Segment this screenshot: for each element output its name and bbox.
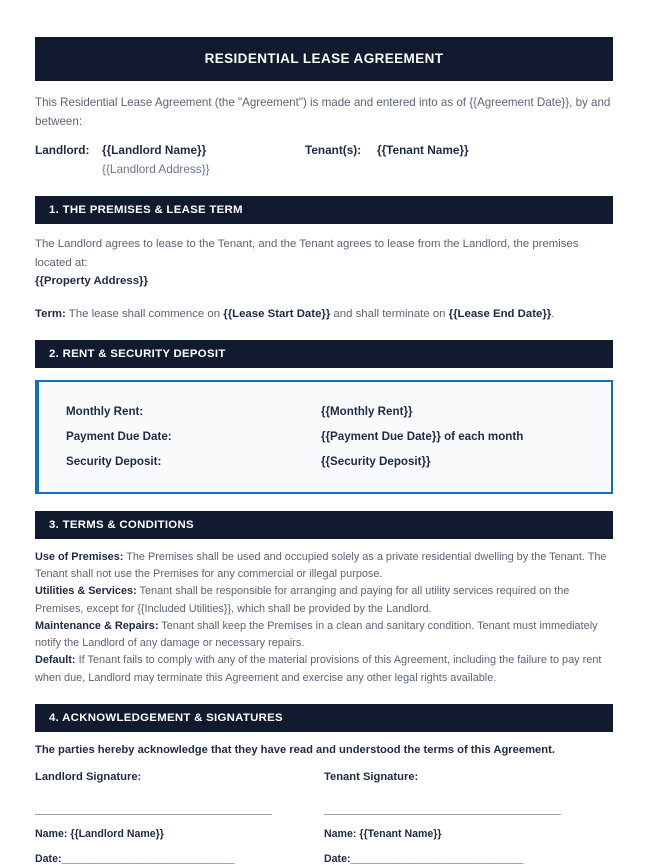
- clause-use-of-premises: [35, 549, 613, 583]
- section-body-premises: [35, 224, 613, 323]
- tenant-name: {{Tenant Name}}: [377, 142, 469, 157]
- tenant-signature-heading: Tenant Signature:: [324, 770, 419, 783]
- landlord-label: Landlord:: [35, 142, 90, 157]
- clause-text-default: If Tenant fails to comply with any of the material provisions of this Agreement, including the failure to pay rent when due, Landlord may terminate this Agreement and exercise any other legal rights available.: [35, 654, 602, 684]
- landlord-party: [35, 142, 305, 179]
- tenant-printed-name: Name: {{Tenant Name}}: [324, 827, 442, 840]
- tenant-values: [377, 142, 469, 160]
- rent-details-box: [35, 380, 613, 494]
- landlord-printed-name: Name: {{Landlord Name}}: [35, 827, 164, 840]
- clause-text-maintenance-repairs: Tenant shall keep the Premises in a clean and sanitary condition. Tenant must immediately notify the Landlord of any damage or necessary repairs.: [35, 619, 598, 650]
- section-header-premises: 1. THE PREMISES & LEASE TERM: [35, 196, 613, 224]
- lease-start-date: {{Lease Start Date}}: [223, 307, 331, 320]
- rent-row-due-date: [53, 424, 597, 449]
- clause-text-utilities-services: Tenant shall be responsible for arranging and paying for all utility services required on the Premises, except for {{Included Utilities}}, which shall be provided by the Landlord.: [35, 585, 570, 615]
- lease-end-date: {{Lease End Date}}: [448, 307, 552, 320]
- tenant-party: [305, 142, 469, 160]
- landlord-signature-heading: Landlord Signature:: [35, 770, 142, 783]
- rent-row-monthly: [53, 399, 597, 424]
- clause-label-use-of-premises: Use of Premises:: [35, 551, 124, 563]
- security-deposit-value: {{Security Deposit}}: [321, 455, 431, 468]
- clause-default: [35, 652, 613, 686]
- parties-block: [35, 142, 613, 179]
- landlord-signature-line[interactable]: [35, 814, 272, 815]
- landlord-values: [102, 142, 210, 179]
- clause-text-use-of-premises: The Premises shall be used and occupied solely as a private residential dwelling by the Tenant. The Tenant shall not use the Premises for any commercial or illegal purpose.: [35, 551, 607, 581]
- term-text-1: The lease shall commence on: [65, 307, 224, 320]
- tenant-date-label: Date:: [324, 852, 351, 865]
- section-header-terms: 3. TERMS & CONDITIONS: [35, 511, 613, 539]
- rent-row-deposit: [53, 449, 597, 474]
- document-title-bar: RESIDENTIAL LEASE AGREEMENT: [35, 37, 613, 81]
- monthly-rent-label: Monthly Rent:: [66, 405, 144, 418]
- section-body-terms: [35, 539, 613, 687]
- clause-utilities-services: [35, 583, 613, 617]
- tenant-date-field[interactable]: [324, 853, 613, 865]
- landlord-date-label: Date:: [35, 852, 62, 865]
- clause-maintenance-repairs: [35, 618, 613, 652]
- section-header-signatures: 4. ACKNOWLEDGEMENT & SIGNATURES: [35, 704, 613, 732]
- landlord-name: {{Landlord Name}}: [102, 142, 207, 157]
- clause-label-default: Default:: [35, 654, 76, 667]
- security-deposit-label: Security Deposit:: [66, 455, 162, 468]
- tenant-signature-line[interactable]: [324, 814, 561, 815]
- signature-grid: [35, 771, 613, 865]
- clause-label-maintenance-repairs: Maintenance & Repairs:: [35, 619, 159, 632]
- tenant-signature-column: [324, 771, 613, 865]
- payment-due-date-value: {{Payment Due Date}} of each month: [321, 430, 524, 443]
- term-text-3: .: [551, 307, 555, 320]
- property-address: {{Property Address}}: [35, 275, 148, 288]
- landlord-date-field[interactable]: [35, 853, 324, 865]
- lease-term-line: [35, 305, 613, 323]
- landlord-signature-column: [35, 771, 324, 865]
- parties-row: [35, 142, 613, 179]
- payment-due-date-label: Payment Due Date:: [66, 430, 172, 443]
- section-header-rent: 2. RENT & SECURITY DEPOSIT: [35, 340, 613, 368]
- tenant-date-blank: ________________________________: [350, 852, 524, 865]
- premises-lead: The Landlord agrees to lease to the Tenant, and the Tenant agrees to lease from the Landlord, the premises located at:: [35, 238, 579, 269]
- clause-label-utilities-services: Utilities & Services:: [35, 585, 137, 598]
- landlord-address: {{Landlord Address}}: [102, 162, 210, 177]
- term-label: Term:: [35, 307, 66, 320]
- monthly-rent-value: {{Monthly Rent}}: [321, 405, 413, 418]
- landlord-date-blank: ________________________________: [61, 852, 235, 865]
- tenant-label: Tenant(s):: [305, 142, 362, 157]
- acknowledgement-statement: The parties hereby acknowledge that they have read and understood the terms of this Agreement.: [35, 743, 555, 756]
- term-text-2: and shall terminate on: [330, 307, 449, 320]
- intro-paragraph: This Residential Lease Agreement (the "Agreement") is made and entered into as of {{Agreement Date}}, by and between:: [35, 96, 611, 128]
